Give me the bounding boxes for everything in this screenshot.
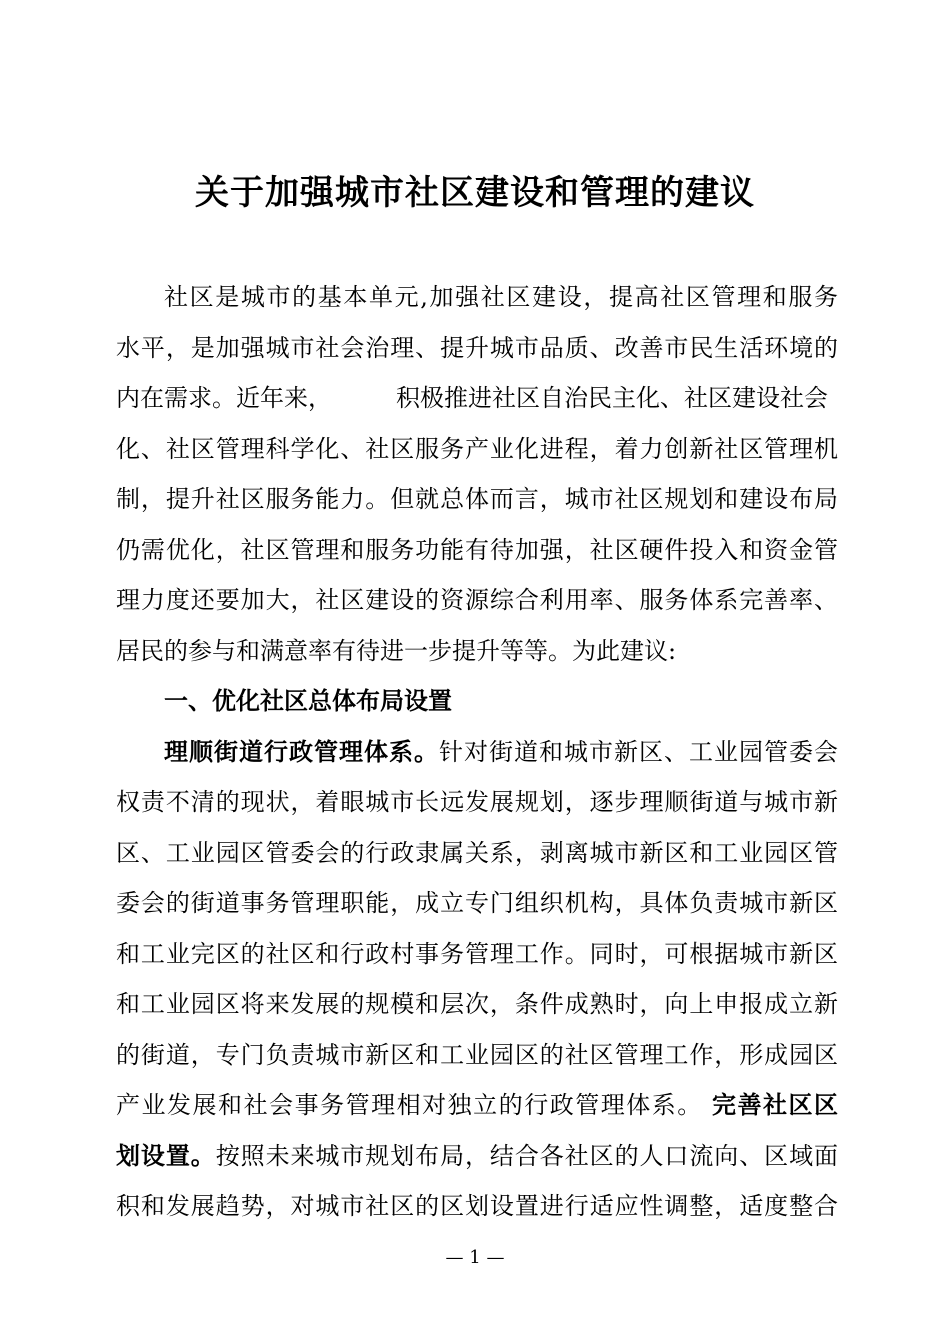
text-line: 理顺街道行政管理体系。针对街道和城市新区、工业园管委会 [164, 736, 838, 766]
text-line: 划设置。按照未来城市规划布局，结合各社区的人口流向、区域面 [116, 1140, 838, 1170]
text-line: 理力度还要加大，社区建设的资源综合利用率、服务体系完善率、 [116, 586, 838, 614]
document-body [116, 272, 838, 1232]
document-title: 关于加强城市社区建设和管理的建议 [195, 173, 755, 213]
text-line: 化、社区管理科学化、社区服务产业化进程，着力创新社区管理机 [116, 434, 838, 463]
text-line: 制，提升社区服务能力。但就总体而言，城市社区规划和建设布局 [116, 485, 838, 513]
text-line: 积和发展趋势，对城市社区的区划设置进行适应性调整，适度整合 [116, 1192, 838, 1220]
text-line: 社区是城市的基本单元,加强社区建设，提高社区管理和服务 [164, 283, 838, 311]
text-line: 和工业园区将来发展的规模和层次，条件成熟时，向上申报成立新 [116, 990, 838, 1018]
text-line: 权责不清的现状，着眼城市长远发展规划，逐步理顺街道与城市新 [116, 788, 838, 816]
text-line: 和工业完区的社区和行政村事务管理工作。同时，可根据城市新区 [116, 939, 838, 968]
text-line: 居民的参与和满意率有待进一步提升等等。为此建议: [116, 636, 677, 665]
text-line: 水平，是加强城市社会治理、提升城市品质、改善市民生活环境的 [116, 333, 838, 362]
text-line: 产业发展和社会事务管理相对独立的行政管理体系。 完善社区区 [116, 1090, 838, 1119]
bold-lead: 完善社区区 [711, 1090, 838, 1119]
text-line: 仍需优化，社区管理和服务功能有待加强，社区硬件投入和资金管 [116, 535, 838, 564]
bold-lead: 理顺街道行政管理体系。 [164, 736, 439, 766]
text-line: 的街道，专门负责城市新区和工业园区的社区管理工作，形成园区 [116, 1040, 838, 1069]
text-line: 区、工业园区管委会的行政隶属关系，剥离城市新区和工业园区管 [116, 838, 838, 867]
text-line: 内在需求。近年来， 积极推进社区自治民主化、社区建设社会 [116, 384, 828, 412]
section-heading: 一、优化社区总体布局设置 [164, 687, 452, 715]
page-number: — 1 — [445, 1247, 505, 1268]
bold-lead: 划设置。 [116, 1140, 216, 1170]
text-line: 委会的街道事务管理职能，成立专门组织机构，具体负责城市新区 [116, 889, 838, 917]
